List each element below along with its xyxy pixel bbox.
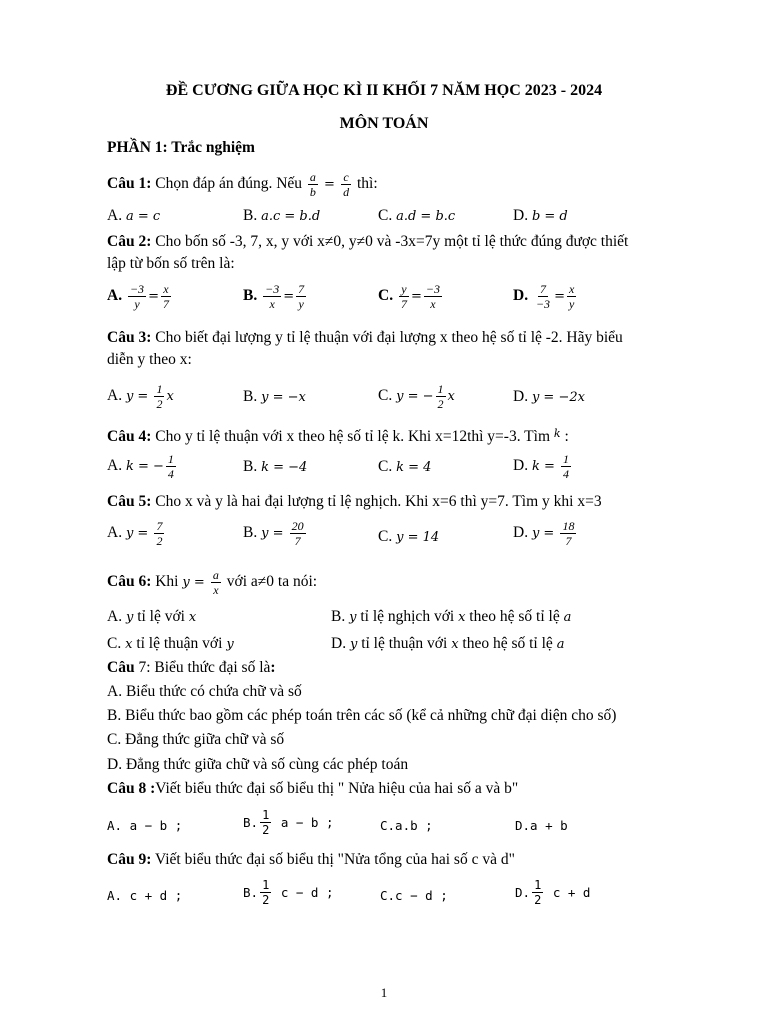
question-8	[107, 779, 518, 799]
question-5	[107, 492, 602, 512]
question-8-text: Viết biểu thức đại số biểu thị " Nửa hiệu của hai số a và b"	[155, 780, 519, 797]
fraction-c-d: $\frac{c}{d}$	[343, 170, 350, 199]
q7-option-c: C. Đẳng thức giữa chữ và số	[107, 731, 285, 748]
question-4-text: Cho y tỉ lệ thuận với x theo hệ số tỉ lệ k. Khi x=12thì y=-3. Tìm	[151, 428, 554, 445]
question-1-label: Câu 1:	[107, 175, 152, 193]
question-8-label: Câu 8 :	[107, 780, 156, 797]
q8-option-b: B. $\frac{1}{2}$ a − b ;	[243, 808, 334, 837]
question-4-label: Câu 4:	[107, 428, 152, 445]
q2-option-d: D. $\frac{7}{-3}$ = $\frac{x}{y}$	[513, 282, 575, 311]
q7-option-a: A. Biểu thức có chứa chữ và số	[107, 683, 302, 700]
document-title: ĐỀ CƯƠNG GIỮA HỌC KÌ II KHỐI 7 NĂM HỌC 2023 - 2024	[165, 82, 603, 99]
question-2-text: Cho bốn số -3, 7, x, y với x≠0, y≠0 và -3x=7y một tỉ lệ thức đúng được thiết	[151, 233, 629, 250]
q4-option-c: C. k = 4	[378, 458, 432, 475]
q8-option-a: A. a − b ;	[107, 818, 183, 833]
part-name: Trắc nghiệm	[167, 139, 255, 156]
q5-option-b: B. y = $\frac{20}{7}$	[243, 519, 304, 548]
q2-option-a: A. $\frac{-3}{y}$ = $\frac{x}{7}$	[107, 282, 169, 311]
q6-option-a: A. y tỉ lệ với x	[107, 608, 197, 625]
question-2-label: Câu 2:	[107, 233, 152, 250]
q5-option-c: C. y = 14	[378, 528, 440, 545]
q9-option-b: B. $\frac{1}{2}$ c − d ;	[243, 878, 334, 907]
q5-option-d: D. y = $\frac{18}{7}$	[513, 519, 575, 548]
part-label: PHẦN 1:	[107, 139, 168, 156]
q6-option-d: D. y tỉ lệ thuận với x theo hệ số tỉ lệ a	[331, 635, 565, 652]
q6-option-b: B. y tỉ lệ nghịch với x theo hệ số tỉ lệ a	[331, 608, 572, 625]
subject-title: MÔN TOÁN	[339, 115, 429, 132]
question-2	[107, 232, 628, 252]
question-2-line2: lập từ bốn số trên là:	[107, 255, 235, 272]
q3-option-d: D. y = −2x	[513, 388, 585, 405]
q8-option-c: C.a.b ;	[380, 818, 433, 833]
question-4: Câu 4: Cho y tỉ lệ thuận với x theo hệ số tỉ lệ k. Khi x=12thì y=-3. Tìm $^k$ :	[107, 427, 569, 445]
question-7-text: 7: Biểu thức đại số là	[134, 659, 271, 676]
q1-option-d: D. b = d	[513, 207, 568, 224]
question-9-label: Câu 9:	[107, 851, 152, 868]
q4-option-a: A. k = − $\frac{1}{4}$	[107, 452, 174, 481]
q3-option-c: C. y = − $\frac{1}{2}$ x	[378, 382, 455, 411]
q9-option-a: A. c + d ;	[107, 888, 183, 903]
question-3-line2: diễn y theo x:	[107, 351, 192, 368]
q3-option-b: B. y = −x	[243, 388, 306, 405]
question-5-text: Cho x và y là hai đại lượng tỉ lệ nghịch. Khi x=6 thì y=7. Tìm y khi x=3	[151, 493, 602, 510]
question-7: Câu 7: Biểu thức đại số là:	[107, 659, 276, 676]
question-1-tail: thì:	[353, 175, 378, 193]
q7-option-b: B. Biểu thức bao gồm các phép toán trên các số (kể cả những chữ đại diện cho số)	[107, 707, 617, 724]
question-9	[107, 850, 515, 870]
question-5-label: Câu 5:	[107, 493, 152, 510]
q9-option-c: C.c − d ;	[380, 888, 448, 903]
question-3-label: Câu 3:	[107, 329, 152, 346]
page-number: 1	[380, 985, 388, 1000]
q6-option-c: C. x tỉ lệ thuận với y	[107, 635, 234, 652]
q1-option-c: C. a.d = b.c	[378, 207, 456, 224]
question-3	[107, 328, 623, 348]
q7-option-d: D. Đẳng thức giữa chữ và số cùng các phép toán	[107, 756, 409, 773]
question-7-label: Câu	[107, 659, 135, 676]
q8-option-d: D.a + b	[515, 818, 568, 833]
q3-option-a: A. y = $\frac{1}{2}$ x	[107, 382, 174, 411]
q5-option-a: A. y = $\frac{7}{2}$	[107, 519, 163, 548]
question-6-label: Câu 6:	[107, 573, 152, 591]
question-6: Câu 6: Khi y = $\frac{a}{x}$ với a≠0 ta nói:	[107, 568, 318, 597]
fraction-a-b: $\frac{a}{b}$	[309, 170, 316, 199]
question-1-text: Chọn đáp án đúng. Nếu	[151, 175, 306, 193]
question-9-text: Viết biểu thức đại số biểu thị "Nửa tổng của hai số c và d"	[151, 851, 515, 868]
question-3-text: Cho biết đại lượng y tỉ lệ thuận với đại lượng x theo hệ số tỉ lệ -2. Hãy biểu	[151, 329, 623, 346]
q2-option-b: B. $\frac{-3}{x}$ = $\frac{7}{y}$	[243, 282, 305, 311]
q9-option-d: D. $\frac{1}{2}$ c + d	[515, 878, 591, 907]
q1-option-b: B. a.c = b.d	[243, 207, 321, 224]
q2-option-c: C. $\frac{y}{7}$ = $\frac{-3}{x}$	[378, 282, 440, 311]
q4-option-b: B. k = −4	[243, 458, 308, 475]
q1-option-a: A. a = c	[107, 207, 161, 224]
q4-option-d: D. k = $\frac{1}{4}$	[513, 452, 569, 481]
part-heading	[107, 138, 255, 158]
question-1: Câu 1: Chọn đáp án đúng. Nếu $\frac{a}{b}$ = $\frac{c}{d}$ thì:	[107, 170, 378, 199]
